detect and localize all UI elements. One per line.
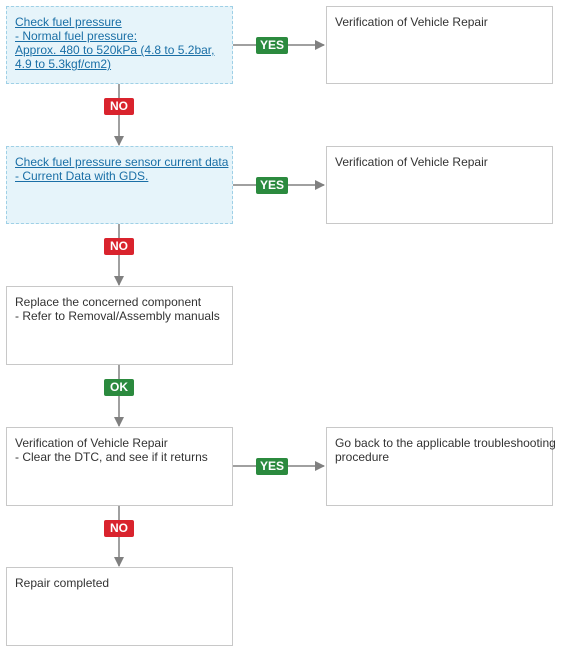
- verification-box-3: [6, 427, 233, 506]
- ok-badge-1: OK: [104, 379, 134, 396]
- go-back-text-cont: procedure: [335, 450, 390, 464]
- go-back-box: [326, 427, 556, 506]
- verification-box-1: [326, 6, 553, 84]
- no-badge-2: NO: [104, 238, 134, 255]
- repair-completed-box: [6, 567, 233, 646]
- check-fuel-pressure-box: [6, 6, 233, 84]
- verification-text-1: Verification of Vehicle Repair: [335, 15, 488, 29]
- verification-box-2: [326, 146, 553, 224]
- fuel-pressure-range-link[interactable]: Approx. 480 to 520kPa (4.8 to 5.2bar,: [15, 43, 215, 57]
- clear-dtc-text: - Clear the DTC, and see if it returns: [15, 450, 208, 464]
- yes-badge-3: YES: [256, 458, 288, 475]
- verification-text-2: Verification of Vehicle Repair: [335, 155, 488, 169]
- yes-badge-1: YES: [256, 37, 288, 54]
- no-badge-3: NO: [104, 520, 134, 537]
- check-fuel-pressure-link[interactable]: Check fuel pressure: [15, 15, 122, 29]
- current-data-gds-link[interactable]: - Current Data with GDS.: [15, 169, 149, 183]
- replace-component-box: [6, 286, 233, 365]
- yes-badge-2: YES: [256, 177, 288, 194]
- replace-component-text: Replace the concerned component: [15, 295, 202, 309]
- verification-text-3: Verification of Vehicle Repair: [15, 436, 168, 450]
- normal-fuel-pressure-link[interactable]: - Normal fuel pressure:: [15, 29, 138, 43]
- repair-completed-text: Repair completed: [15, 576, 110, 590]
- fuel-pressure-range-link-cont[interactable]: 4.9 to 5.3kgf/cm2): [15, 57, 112, 71]
- go-back-text: Go back to the applicable troubleshooting: [335, 436, 556, 450]
- check-sensor-box: [6, 146, 233, 224]
- no-badge-1: NO: [104, 98, 134, 115]
- refer-manuals-text: - Refer to Removal/Assembly manuals: [15, 309, 220, 323]
- check-sensor-link[interactable]: Check fuel pressure sensor current data: [15, 155, 229, 169]
